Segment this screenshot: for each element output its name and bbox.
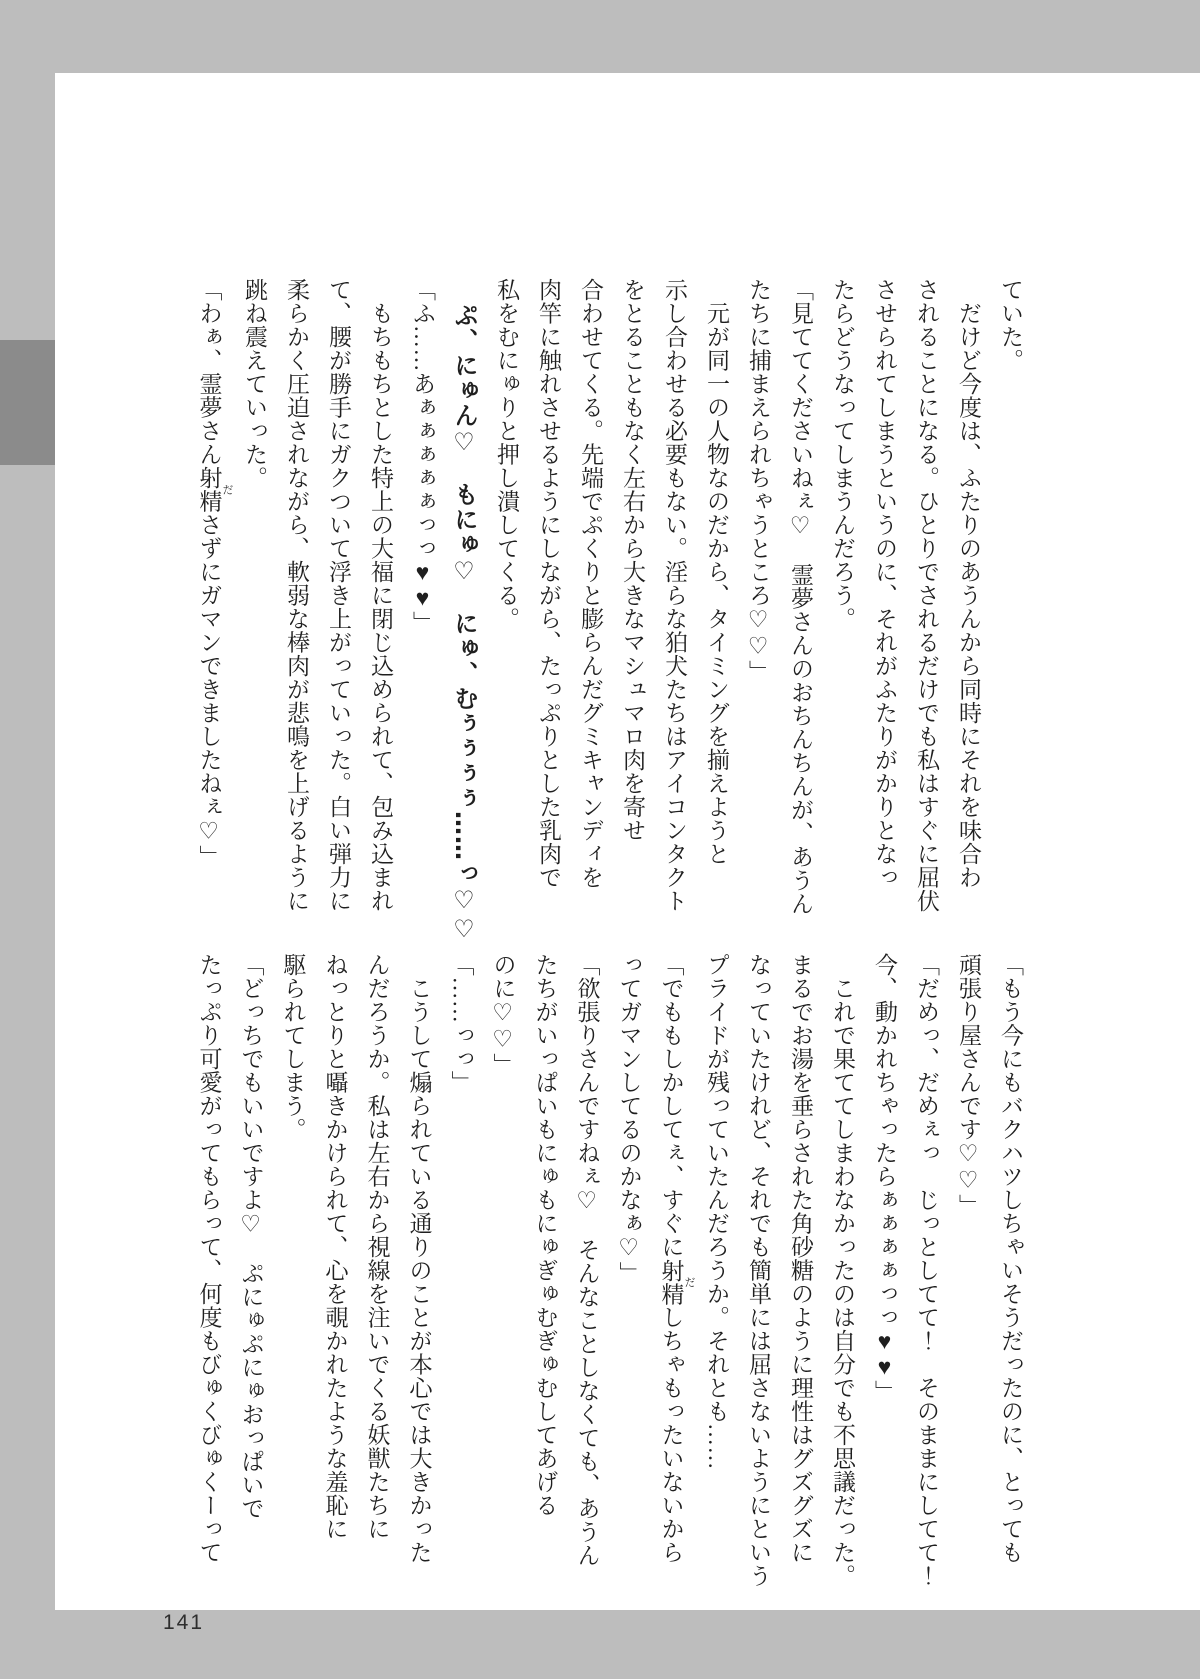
text-column: 「だめっ、だめぇっ じっとしてて！ そのままにしてて！ bbox=[914, 953, 939, 1588]
text-column: たちに捕まえられちゃうところ♡♡」 bbox=[746, 278, 771, 684]
text-column: 柔らかく圧迫されながら、軟弱な棒肉が悲鳴を上げるように bbox=[284, 278, 309, 913]
text-column: だけど今度は、ふたりのあうんから同時にそれを味合わ bbox=[956, 278, 981, 889]
text-column: たちがいっぱいもにゅもにゅぎゅむぎゅむしてあげる bbox=[532, 953, 558, 1517]
text-column: 元が同一の人物なのだから、タイミングを揃えようと bbox=[704, 278, 729, 866]
ruby-annotated-text: 射精 だ bbox=[658, 1258, 695, 1306]
text-column: 合わせてくる。先端でぷくりと膨らんだグミキャンディを bbox=[578, 278, 603, 889]
text-column: 「どっちでもいいですよ♡ ぷにゅぷにゅおっぱいで bbox=[238, 953, 264, 1520]
text-band-upper bbox=[188, 278, 1032, 944]
text-column: 「わぁ、霊夢さん射精 ださずにガマンできましたねぇ♡」 bbox=[196, 278, 233, 869]
ruby-annotated-text: 射精 だ bbox=[196, 466, 233, 513]
text-column: のに♡♡」 bbox=[490, 953, 516, 1077]
text-column: たっぷり可愛がってもらって、何度もびゅくびゅくーって bbox=[196, 953, 222, 1564]
text-column: まるでお湯を垂らされた角砂糖のように理性はグズグズに bbox=[788, 953, 813, 1564]
text-column: 今、動かれちゃったらぁぁぁぁっっ♥♥」 bbox=[872, 953, 897, 1404]
text-column: ていた。 bbox=[998, 278, 1023, 372]
text-column: 私をむにゅりと押し潰してくる。 bbox=[494, 278, 519, 631]
text-column: 「見ててくださいねぇ♡ 霊夢さんのおちんちんが、あうん bbox=[788, 278, 813, 916]
text-column: 頑張り屋さんです♡♡」 bbox=[956, 953, 981, 1218]
text-band-lower bbox=[188, 953, 1032, 1588]
text-column: たらどうなってしまうんだろう。 bbox=[830, 278, 855, 631]
text-column: させられてしまうというのに、それがふたりがかりとなっ bbox=[872, 278, 897, 889]
text-column: なっていたけれど、それでも簡単には屈さないようにという bbox=[746, 953, 771, 1588]
text-column: ねっとりと囁きかけられて、心を覗かれたような羞恥に bbox=[322, 953, 348, 1541]
page-number: 141 bbox=[163, 1611, 205, 1634]
text-column: 駆られてしまう。 bbox=[280, 953, 306, 1141]
text-column: 示し合わせる必要もない。淫らな狛犬たちはアイコンタクト bbox=[662, 278, 687, 913]
text-column: て、腰が勝手にガクついて浮き上がっていった。白い弾力に bbox=[326, 278, 351, 913]
text-column: ってガマンしてるのかなぁ♡」 bbox=[616, 953, 642, 1285]
text-column: をとることもなく左右から大きなマシュマロ肉を寄せ bbox=[620, 278, 645, 842]
text-column: 「欲張りさんですねぇ♡ そんなことしなくても、あうん bbox=[574, 953, 600, 1567]
text-column: んだろうか。私は左右から視線を注いでくる妖獣たちに bbox=[364, 953, 390, 1541]
text-column: ぷ、にゅん♡ もにゅ♡ にゅ、むぅぅぅぅ……っ♡♡ bbox=[450, 278, 478, 944]
text-column: 「もう今にもバクハツしちゃいそうだったのに、とっても bbox=[998, 953, 1023, 1564]
text-column: 跳ね震えていった。 bbox=[242, 278, 267, 490]
chapter-tab bbox=[0, 340, 55, 465]
text-column: 肉竿に触れさせるようにしながら、たっぷりとした乳肉で bbox=[536, 278, 561, 889]
text-column: されることになる。ひとりでされるだけでも私はすぐに屈伏 bbox=[914, 278, 939, 913]
text-column: これで果ててしまわなかったのは自分でも不思議だった。 bbox=[830, 953, 855, 1588]
text-column: 「でももしかしてぇ、すぐに射精 だしちゃもったいないから bbox=[658, 953, 695, 1564]
text-column: もちもちとした特上の大福に閉じ込められて、包み込まれ bbox=[368, 278, 393, 913]
text-column: 「……っっ」 bbox=[448, 953, 474, 1094]
text-column: 「ふ……あぁぁぁぁぁっっ♥♥」 bbox=[410, 278, 435, 635]
text-column: プライドが残っていたんだろうか。それとも…… bbox=[704, 953, 729, 1470]
book-page bbox=[55, 73, 1200, 1634]
text-column: こうして煽られている通りのことが本心では大きかった bbox=[406, 953, 432, 1564]
